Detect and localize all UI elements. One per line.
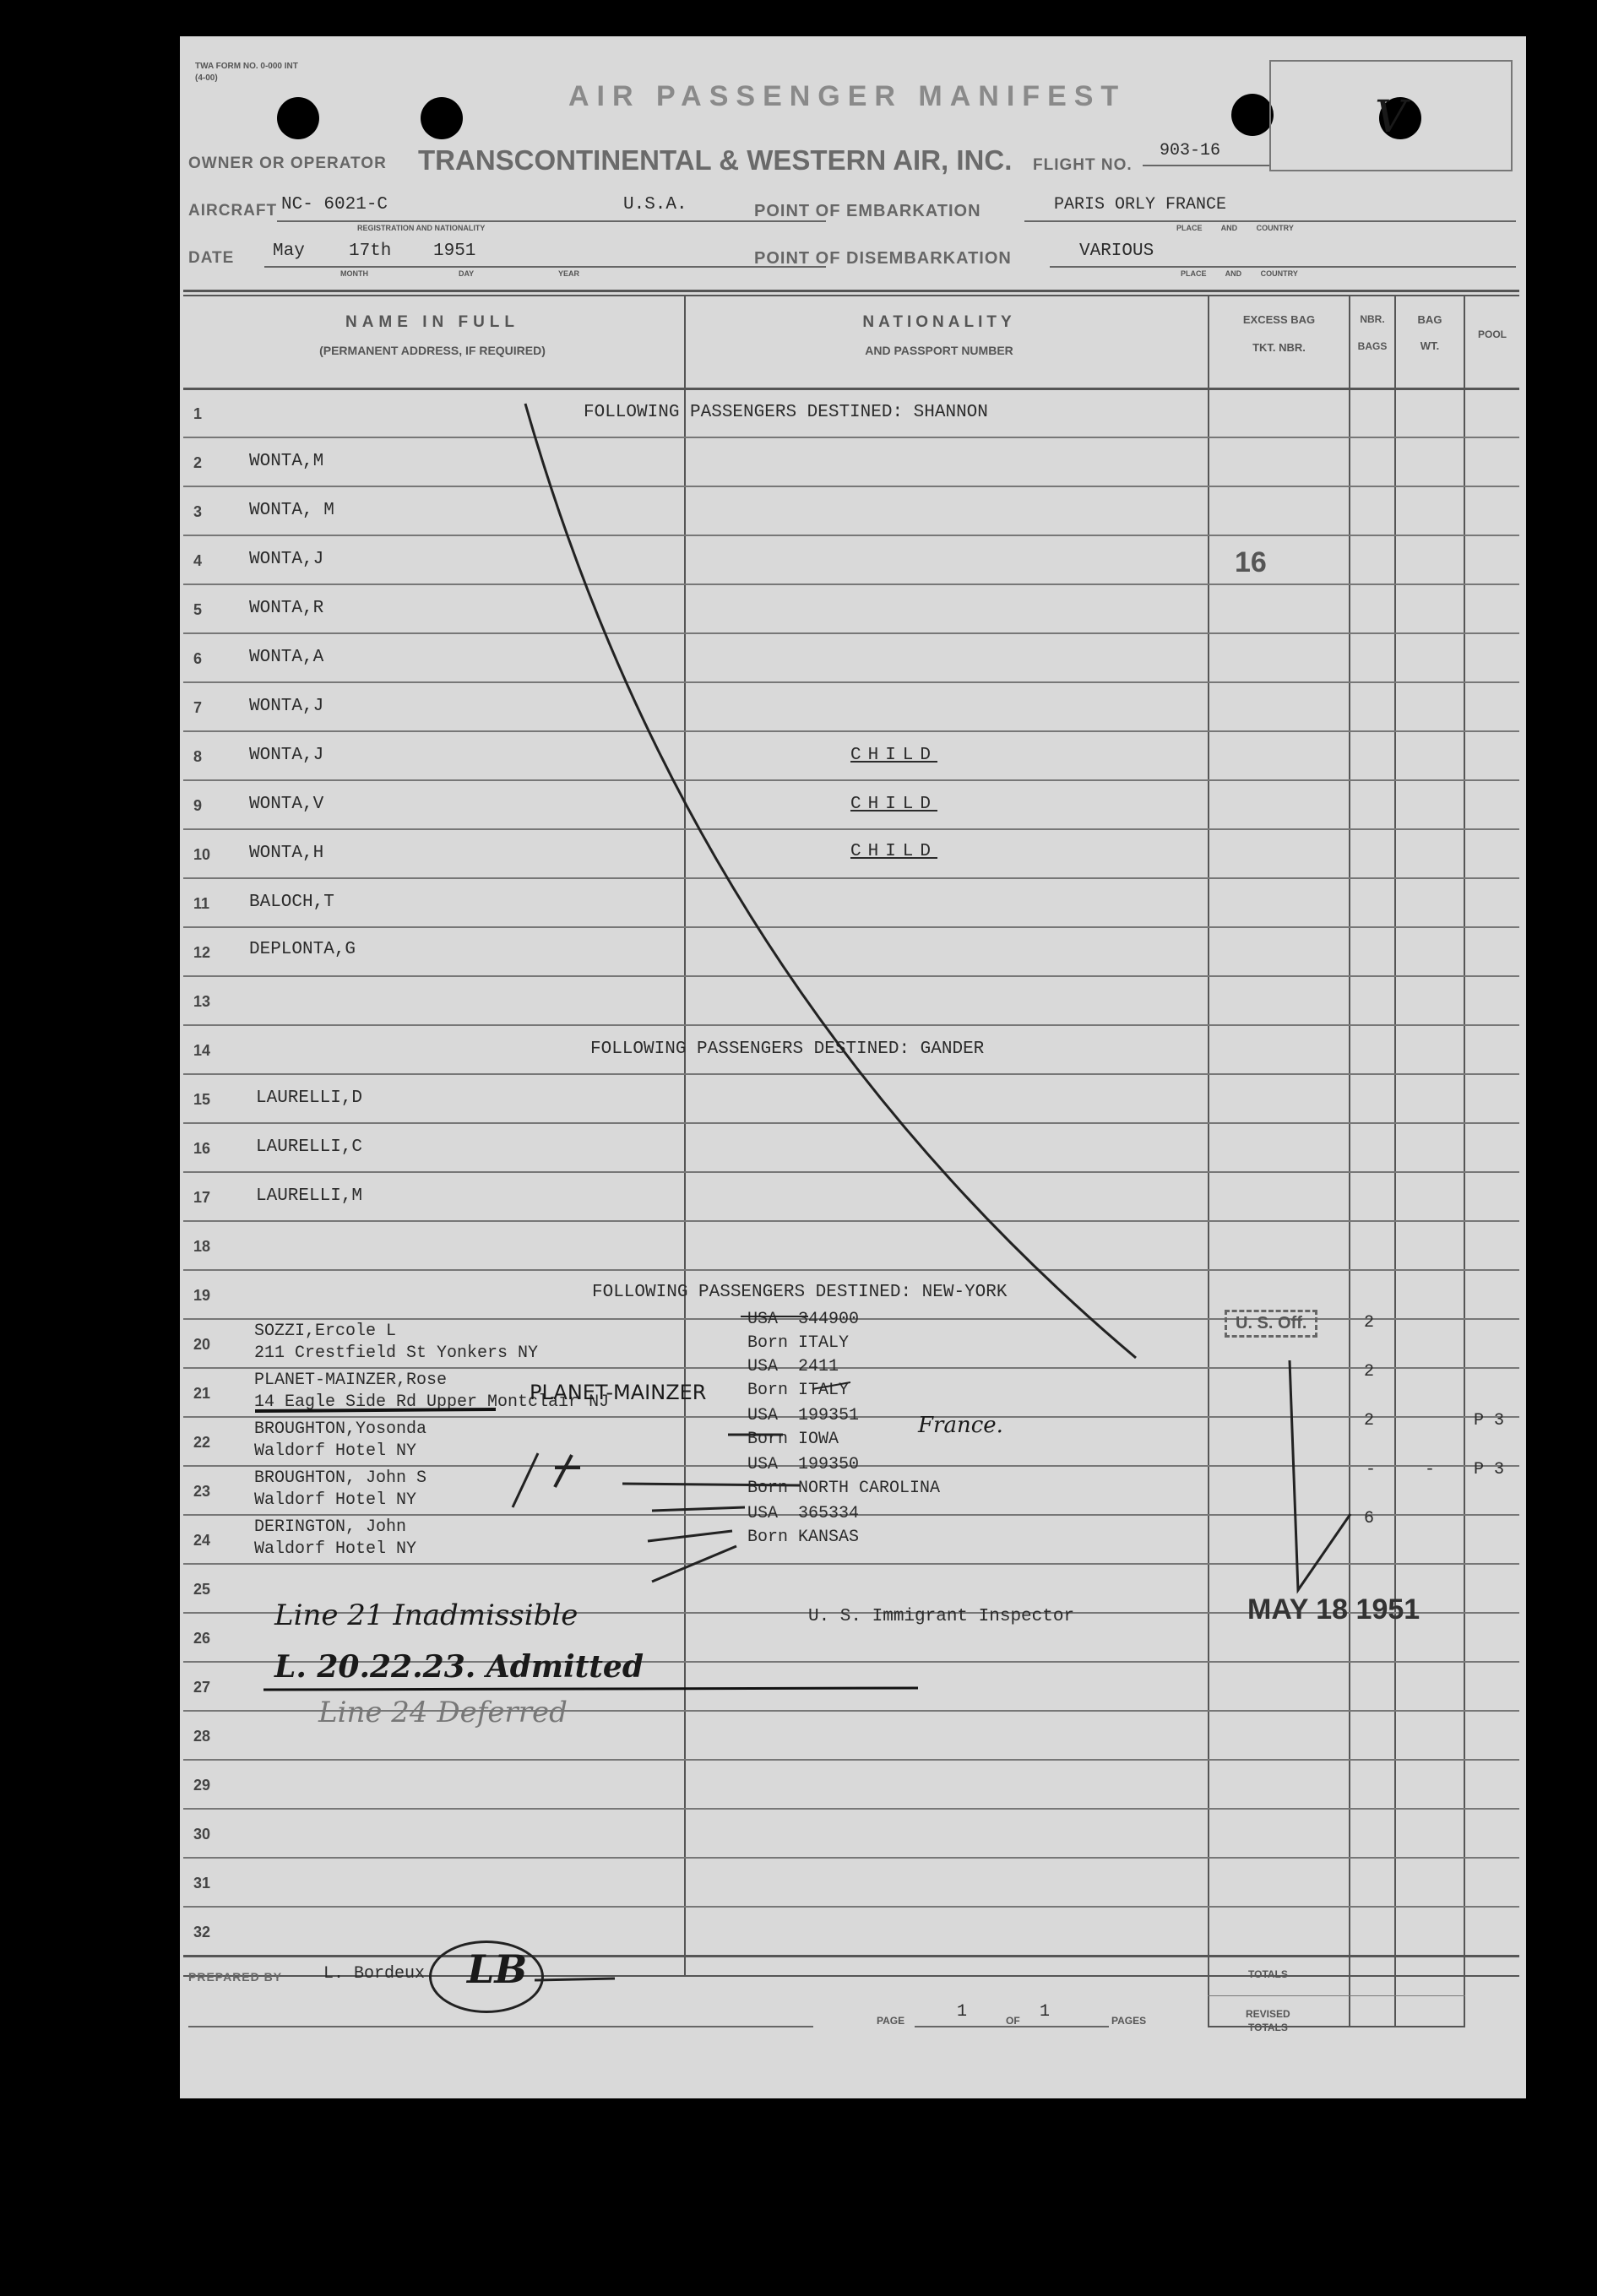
row-number: 3 [193, 503, 203, 520]
corner-check-mark: V [1375, 92, 1407, 143]
passenger-address: Waldorf Hotel NY [254, 1490, 417, 1510]
passenger-name: WONTA,J [249, 697, 324, 716]
embarkation-label: POINT OF EMBARKATION [754, 202, 981, 220]
punch-hole [421, 97, 463, 139]
row-number: 26 [193, 1630, 211, 1647]
passenger-address: 211 Crestfield St Yonkers NY [254, 1343, 539, 1363]
form-date: (4-00) [195, 73, 218, 83]
owner-label: OWNER OR OPERATOR [188, 155, 387, 172]
row-number: 1 [193, 405, 203, 422]
nationality-passport: USA 2411 [747, 1357, 839, 1376]
row-number: 5 [193, 601, 203, 618]
us-officer-stamp: U. S. Off. [1225, 1310, 1317, 1338]
row-number: 22 [193, 1434, 211, 1451]
section-header-shannon: FOLLOWING PASSENGERS DESTINED: SHANNON [584, 403, 988, 422]
bag-weight: - [1425, 1460, 1436, 1479]
birthplace: Born ITALY [747, 1381, 850, 1400]
row-number: 16 [193, 1140, 211, 1157]
nbr-bags: - [1366, 1460, 1377, 1479]
form-code: TWA FORM NO. 0-000 INT [195, 62, 298, 71]
row-number: 30 [193, 1826, 211, 1843]
disembarkation-value: VARIOUS [1079, 242, 1154, 261]
passenger-name: WONTA,H [249, 844, 324, 863]
row-number: 25 [193, 1581, 211, 1598]
excess-bag-column-header: EXCESS BAG TKT. NBR. [1242, 313, 1316, 354]
row-number: 19 [193, 1287, 211, 1304]
passenger-address: Waldorf Hotel NY [254, 1441, 417, 1461]
pen-markings [183, 290, 1519, 2025]
passenger-name: DEPLONTA,G [249, 940, 356, 959]
nationality-child: CHILD [850, 746, 938, 765]
revised-totals-label-2: TOTALS [1248, 2022, 1288, 2033]
excess-bag-ticket: 16 [1235, 546, 1267, 578]
passenger-name: LAURELLI,M [256, 1186, 363, 1206]
passenger-name: WONTA,R [249, 599, 324, 618]
birthplace: Born KANSAS [747, 1528, 860, 1547]
nationality-passport: USA 344900 [747, 1310, 860, 1329]
nationality-passport: USA 199351 [747, 1406, 860, 1425]
row-number: 9 [193, 797, 203, 814]
initials-text: LB [467, 1946, 528, 1992]
date-month: May [273, 242, 305, 261]
day-caption: DAY [459, 269, 475, 278]
prepared-by-label: PREPARED BY [188, 1970, 283, 1984]
birthplace: Born IOWA [747, 1430, 839, 1449]
nationality-passport: USA 365334 [747, 1504, 860, 1523]
date-day: 17th [349, 242, 392, 261]
aircraft-label: AIRCRAFT [188, 202, 278, 220]
row-number: 24 [193, 1532, 211, 1549]
passenger-name: BROUGHTON,Yosonda [254, 1419, 427, 1439]
passenger-name: WONTA,M [249, 452, 324, 471]
passenger-name: PLANET-MAINZER,Rose [254, 1371, 448, 1390]
row-number: 18 [193, 1238, 211, 1255]
row-number: 29 [193, 1777, 211, 1794]
row-number: 7 [193, 699, 203, 716]
passenger-address: Waldorf Hotel NY [254, 1539, 417, 1559]
pool-value: P 3 [1474, 1460, 1505, 1479]
page-number: 1 [957, 2002, 968, 2022]
embarkation-value: PARIS ORLY FRANCE [1054, 195, 1227, 214]
row-number: 17 [193, 1189, 211, 1206]
disembarkation-label: POINT OF DISEMBARKATION [754, 249, 1012, 268]
row-number: 6 [193, 650, 203, 667]
row-number: 10 [193, 846, 211, 863]
passenger-name: SOZZI,Ercole L [254, 1322, 397, 1341]
row-number: 12 [193, 944, 211, 961]
handwritten-note-line-25: Line 21 Inadmissible [274, 1599, 579, 1632]
passenger-name: WONTA,J [249, 746, 324, 765]
aircraft-value: NC- 6021-C [281, 195, 388, 214]
nbr-bags-column-header: NBR. BAGS [1357, 313, 1388, 352]
nationality-child: CHILD [850, 842, 938, 861]
passenger-name: WONTA,A [249, 648, 324, 667]
row-number: 4 [193, 552, 203, 569]
page-label: PAGE [877, 2015, 905, 2027]
date-stamp: MAY 18 1951 [1247, 1593, 1420, 1626]
nbr-bags: 2 [1364, 1313, 1375, 1333]
handwritten-planet-mainzer: PLANET-MAINZER [530, 1381, 707, 1404]
place-caption-2: PLACE AND COUNTRY [1181, 269, 1298, 278]
handwritten-note-line-26: L. 20.22.23. Admitted [274, 1649, 644, 1685]
nationality-child: CHILD [850, 795, 938, 814]
passenger-name: DERINGTON, John [254, 1517, 407, 1537]
row-number: 20 [193, 1336, 211, 1353]
prepared-by-name: L. Bordeux [323, 1964, 426, 1984]
month-caption: MONTH [340, 269, 368, 278]
passenger-name: WONTA,J [249, 550, 324, 569]
totals-label: TOTALS [1248, 1968, 1288, 1980]
section-header-gander: FOLLOWING PASSENGERS DESTINED: GANDER [590, 1039, 985, 1059]
row-number: 11 [193, 895, 210, 912]
of-label: OF [1006, 2015, 1020, 2027]
flight-label: FLIGHT NO. [1033, 156, 1133, 174]
row-number: 31 [193, 1875, 211, 1892]
place-caption: PLACE AND COUNTRY [1176, 224, 1294, 232]
row-number: 27 [193, 1679, 211, 1696]
date-year: 1951 [433, 242, 476, 261]
manifest-title: AIR PASSENGER MANIFEST [568, 80, 1127, 112]
nationality-column-header: NATIONALITY AND PASSPORT NUMBER [862, 313, 1016, 357]
nbr-bags: 6 [1364, 1509, 1375, 1528]
bag-weight-column-header: BAG WT. [1417, 313, 1442, 352]
manifest-sheet [180, 36, 1526, 2098]
nbr-bags: 2 [1364, 1362, 1375, 1381]
registration-caption: REGISTRATION AND NATIONALITY [357, 224, 486, 232]
passenger-name: LAURELLI,D [256, 1088, 363, 1108]
pool-column-header: POOL [1477, 328, 1507, 340]
nbr-bags: 2 [1364, 1411, 1375, 1430]
passenger-name: BALOCH,T [249, 893, 334, 912]
birthplace: Born NORTH CAROLINA [747, 1479, 941, 1498]
section-header-new-york: FOLLOWING PASSENGERS DESTINED: NEW-YORK [592, 1283, 1008, 1302]
flight-number: 903-16 [1160, 141, 1221, 160]
row-number: 13 [193, 993, 211, 1010]
nationality-passport: USA 199350 [747, 1455, 860, 1474]
row-number: 23 [193, 1483, 211, 1500]
passenger-name: WONTA,V [249, 795, 324, 814]
passenger-name: LAURELLI,C [256, 1137, 363, 1157]
total-pages: 1 [1040, 2002, 1051, 2022]
row-number: 14 [193, 1042, 211, 1059]
row-number: 15 [193, 1091, 211, 1108]
birthplace: Born ITALY [747, 1333, 850, 1353]
revised-totals-label-1: REVISED [1246, 2008, 1290, 2020]
passenger-name: WONTA, M [249, 501, 334, 520]
passenger-address: 14 Eagle Side Rd Upper Montclair NJ [254, 1392, 610, 1412]
pool-value: P 3 [1474, 1411, 1505, 1430]
handwritten-note-line-27: Line 24 Deferred [318, 1696, 568, 1729]
punch-hole [1231, 94, 1274, 136]
row-number: 28 [193, 1728, 211, 1745]
registration-value: U.S.A. [623, 195, 687, 214]
row-number: 21 [193, 1385, 211, 1402]
name-column-header: NAME IN FULL (PERMANENT ADDRESS, IF REQUIRED) [319, 313, 546, 357]
passenger-name: BROUGHTON, John S [254, 1468, 427, 1488]
handwritten-france: France. [918, 1413, 1003, 1438]
signature-flourish [535, 1962, 619, 1995]
row-number: 32 [193, 1924, 211, 1940]
punch-hole [277, 97, 319, 139]
manifest-table [183, 290, 1519, 2025]
row-number: 8 [193, 748, 203, 765]
immigrant-inspector: U. S. Immigrant Inspector [808, 1607, 1075, 1626]
date-label: DATE [188, 249, 235, 267]
pages-label: PAGES [1111, 2015, 1147, 2027]
owner-value: TRANSCONTINENTAL & WESTERN AIR, INC. [418, 144, 1013, 176]
row-number: 2 [193, 454, 203, 471]
year-caption: YEAR [558, 269, 580, 278]
